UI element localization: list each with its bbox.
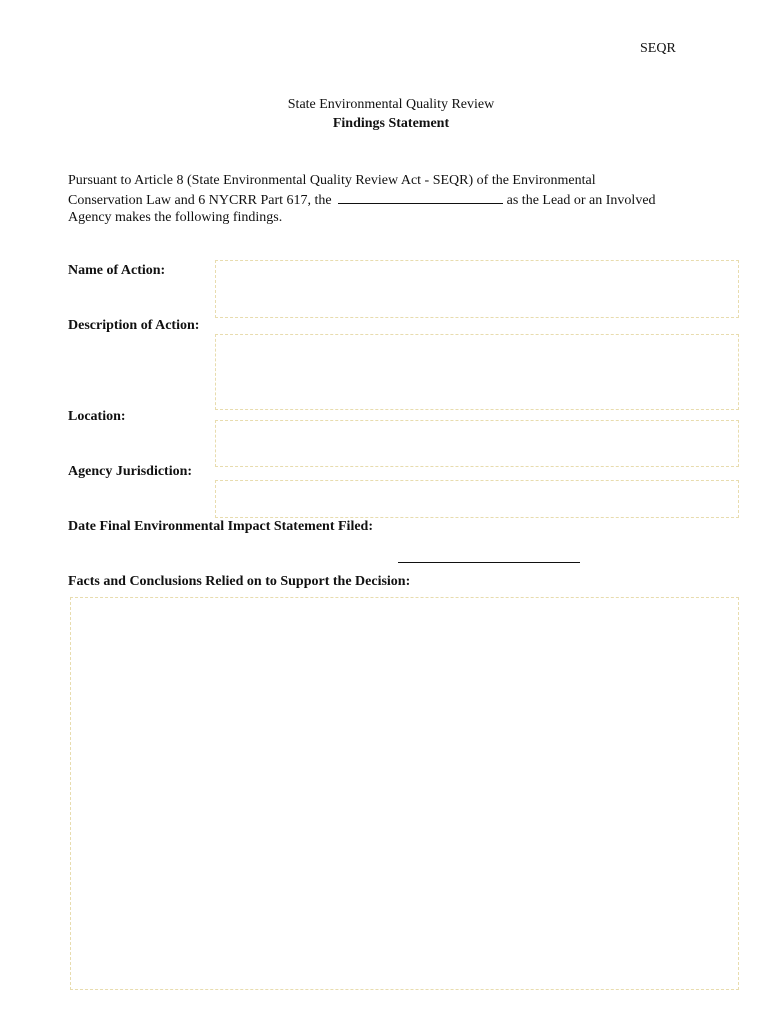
agency-jurisdiction-label: Agency Jurisdiction: <box>68 464 193 479</box>
facts-and-conclusions-field[interactable] <box>70 597 739 990</box>
form-title: State Environmental Quality Review <box>287 97 495 112</box>
lead-agency-blank <box>338 189 503 204</box>
location-field[interactable] <box>215 420 739 467</box>
name-of-action-field[interactable] <box>215 260 739 318</box>
description-of-action-field[interactable] <box>215 334 739 410</box>
intro-line-2-end: as the Lead or an Involved <box>506 193 656 208</box>
description-of-action-label: Description of Action: <box>68 318 200 333</box>
date-feis-filed-field[interactable] <box>398 562 580 563</box>
form-code: SEQR <box>640 41 676 56</box>
agency-jurisdiction-field[interactable] <box>215 480 739 518</box>
date-feis-filed-label: Date Final Environmental Impact Statement Filed: <box>68 519 373 534</box>
location-label: Location: <box>68 409 126 424</box>
intro-line-3: Agency makes the following findings. <box>68 210 283 225</box>
intro-line-2-start: Conservation Law and 6 NYCRR Part 617, the <box>68 193 332 208</box>
name-of-action-label: Name of Action: <box>68 263 166 278</box>
facts-and-conclusions-label: Facts and Conclusions Relied on to Support the Decision: <box>68 574 411 589</box>
intro-line-1: Pursuant to Article 8 (State Environmental Quality Review Act - SEQR) of the Environmental <box>68 173 596 188</box>
intro-line-2 <box>68 189 656 210</box>
form-subtitle: Findings Statement <box>332 116 450 131</box>
